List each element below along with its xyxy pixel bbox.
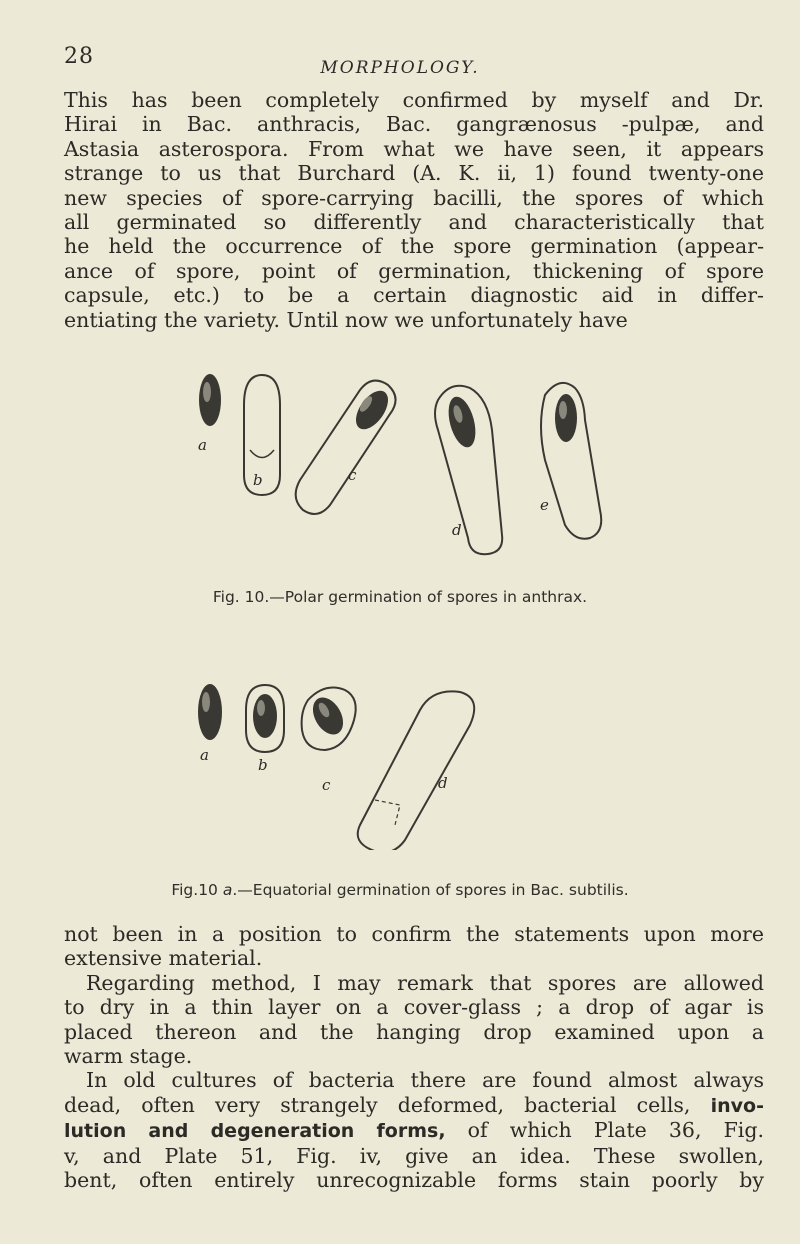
- figure-10a-illustration: [0, 680, 800, 850]
- text-line: he held the occurrence of the spore germination (appear-: [64, 234, 764, 259]
- bold-term: invo-: [710, 1094, 764, 1117]
- label-a: a: [198, 436, 207, 454]
- page-number: 28: [64, 44, 94, 69]
- spore-a: [198, 684, 222, 740]
- label-b: b: [258, 756, 268, 774]
- paragraph-1: [64, 88, 764, 332]
- caption-prefix: Fig.10: [171, 881, 223, 899]
- caption-italic: a: [222, 881, 233, 899]
- label-d: d: [452, 521, 462, 539]
- spore-d: [358, 691, 475, 850]
- label-c: c: [348, 466, 357, 484]
- text-line: capsule, etc.) to be a certain diagnostic aid in differ-: [64, 283, 764, 308]
- label-e: e: [540, 496, 549, 514]
- spore-e: [541, 383, 601, 539]
- text-line: to dry in a thin layer on a cover-glass ; a drop of agar is: [64, 995, 764, 1020]
- text-line: extensive material.: [64, 946, 263, 971]
- spore-c: [302, 688, 356, 750]
- paragraph-2-4: [64, 922, 764, 1192]
- text-line: v, and Plate 51, Fig. iv, give an idea. These swollen,: [64, 1143, 764, 1168]
- caption-rest: .—Equatorial germination of spores in Bac. subtilis.: [232, 881, 629, 899]
- text-line: In old cultures of bacteria there are found almost always: [86, 1068, 764, 1093]
- spore-d: [435, 386, 502, 554]
- text-line: entiating the variety. Until now we unfortunately have: [64, 307, 628, 332]
- text-line: warm stage.: [64, 1044, 193, 1069]
- text-line: [64, 1093, 764, 1118]
- text-line: [64, 1118, 764, 1143]
- bold-term: lution and degeneration forms,: [64, 1120, 446, 1143]
- running-head: MORPHOLOGY.: [320, 58, 480, 78]
- text-line: Astasia asterospora. From what we have seen, it appears: [64, 136, 764, 161]
- text-line: not been in a position to confirm the statements upon more: [64, 922, 764, 946]
- figure-10a-caption: [0, 881, 800, 899]
- label-d: d: [438, 774, 448, 792]
- text-line: Regarding method, I may remark that spores are allowed: [86, 970, 764, 995]
- text-line: ance of spore, point of germination, thickening of spore: [64, 258, 764, 283]
- text-line: new species of spore-carrying bacilli, the spores of which: [64, 185, 764, 210]
- text-segment: of which Plate 36, Fig.: [445, 1118, 764, 1143]
- text-line: all germinated so differently and characteristically that: [64, 210, 764, 235]
- label-c: c: [322, 776, 331, 794]
- figure-10-illustration: [0, 370, 800, 575]
- figure-10-svg: [0, 370, 800, 575]
- spore-a: [199, 374, 221, 426]
- text-line: placed thereon and the hanging drop examined upon a: [64, 1019, 764, 1044]
- text-line: Hirai in Bac. anthracis, Bac. gangrænosus -pulpæ, and: [64, 112, 764, 137]
- text-segment: dead, often very strangely deformed, bacterial cells,: [64, 1092, 711, 1117]
- label-a: a: [200, 746, 209, 764]
- figure-10-caption: Fig. 10.—Polar germination of spores in anthrax.: [212, 588, 588, 606]
- text-line: This has been completely confirmed by myself and Dr.: [64, 88, 764, 112]
- spore-b: [246, 685, 284, 752]
- label-b: b: [253, 471, 263, 489]
- figure-10a-svg: [0, 680, 800, 850]
- spore-c: [296, 381, 396, 514]
- text-line: strange to us that Burchard (A. K. ii, 1) found twenty-one: [64, 161, 764, 186]
- text-line: bent, often entirely unrecognizable forms stain poorly by: [64, 1168, 764, 1193]
